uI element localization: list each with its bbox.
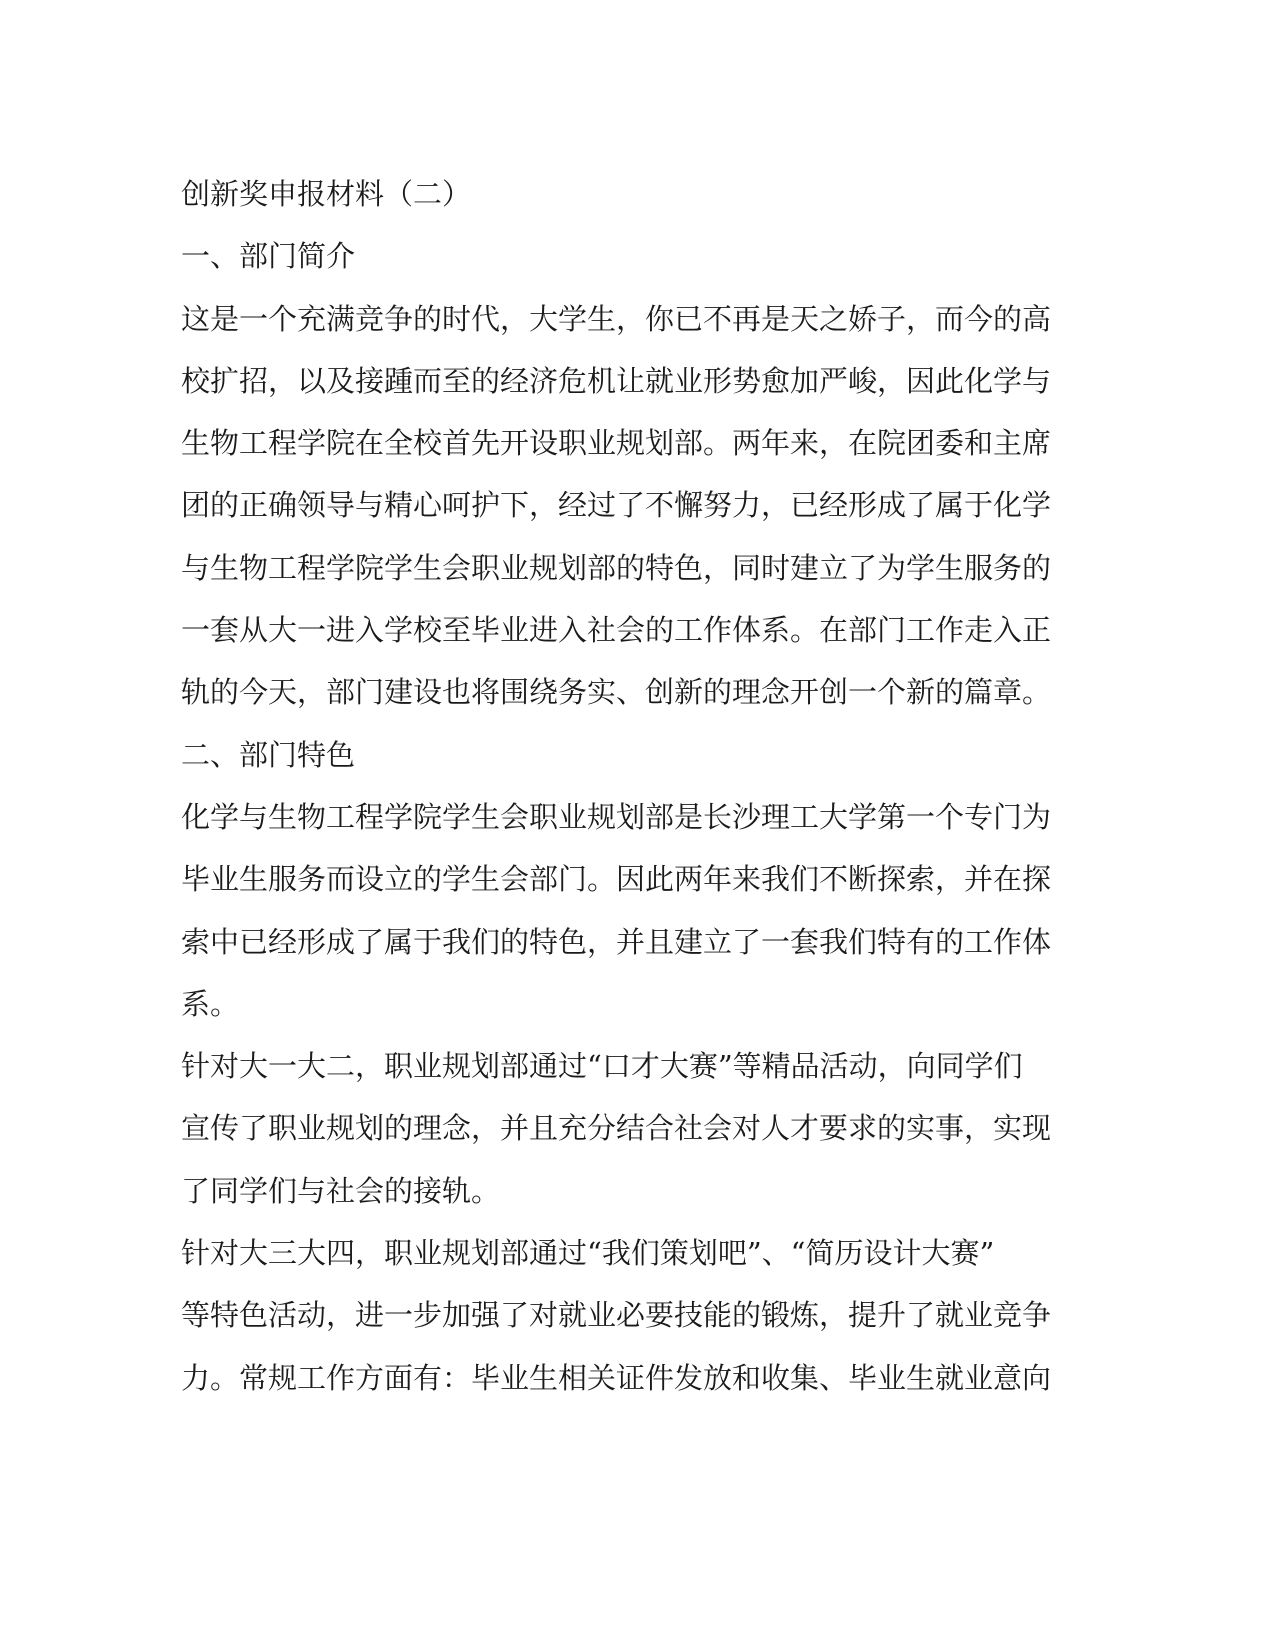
section-1-heading: 一、部门简介 [181, 239, 356, 274]
section-1-line-6: 一套从大一进入学校至毕业进入社会的工作体系。在部门工作走入正 [181, 613, 1052, 648]
section-1-line-4: 团的正确领导与精心呵护下，经过了不懈努力，已经形成了属于化学 [181, 488, 1052, 523]
section-1-line-5: 与生物工程学院学生会职业规划部的特色，同时建立了为学生服务的 [181, 550, 1052, 585]
document-body [181, 163, 1052, 1409]
section-2-p1-line-2: 毕业生服务而设立的学生会部门。因此两年来我们不断探索，并在探 [181, 862, 1052, 897]
section-2-p1-line-3: 索中已经形成了属于我们的特色，并且建立了一套我们特有的工作体 [181, 924, 1052, 959]
section-2-p2-line-2: 宣传了职业规划的理念，并且充分结合社会对人才要求的实事，实现 [181, 1111, 1052, 1146]
section-2-p3-line-2: 等特色活动，进一步加强了对就业必要技能的锻炼，提升了就业竞争 [181, 1298, 1052, 1333]
section-1-line-1: 这是一个充满竞争的时代，大学生，你已不再是天之娇子，而今的高 [181, 301, 1052, 336]
section-1-line-3: 生物工程学院在全校首先开设职业规划部。两年来，在院团委和主席 [181, 426, 1052, 461]
section-2-p3-line-1: 针对大三大四，职业规划部通过“我们策划吧”、“简历设计大赛” [181, 1236, 995, 1271]
section-1-line-7: 轨的今天，部门建设也将围绕务实、创新的理念开创一个新的篇章。 [181, 675, 1052, 710]
section-2-heading: 二、部门特色 [181, 737, 356, 772]
section-2-p2-line-1: 针对大一大二，职业规划部通过“口才大赛”等精品活动，向同学们 [181, 1049, 1023, 1084]
section-2-p1-line-1: 化学与生物工程学院学生会职业规划部是长沙理工大学第一个专门为 [181, 799, 1052, 834]
section-1-line-2: 校扩招，以及接踵而至的经济危机让就业形势愈加严峻，因此化学与 [181, 363, 1052, 398]
section-2-p3-line-3: 力。常规工作方面有：毕业生相关证件发放和收集、毕业生就业意向 [181, 1360, 1052, 1395]
document-title: 创新奖申报材料（二） [181, 177, 472, 211]
section-2-p2-line-3: 了同学们与社会的接轨。 [181, 1173, 501, 1208]
section-2-p1-line-4: 系。 [181, 986, 240, 1021]
